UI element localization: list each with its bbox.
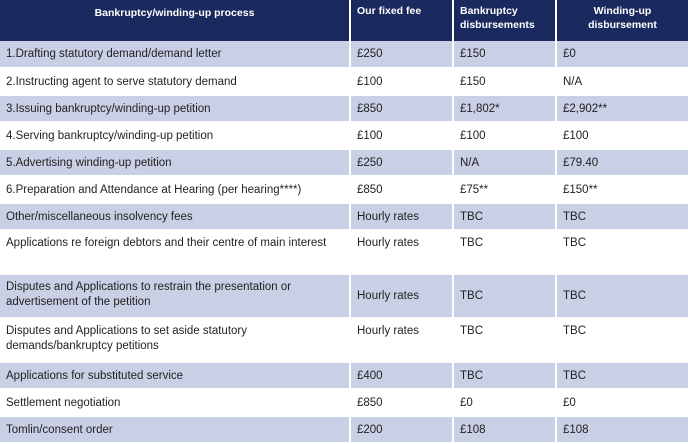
cell-process: Other/miscellaneous insolvency fees [0,203,350,230]
cell-fee: £250 [350,41,453,68]
table-row [0,230,688,274]
table-row [0,416,688,443]
cell-process: Applications re foreign debtors and their centre of main interest [0,230,350,274]
cell-bankruptcy: TBC [453,362,556,389]
cell-process: Applications for substituted service [0,362,350,389]
cell-process: 4.Serving bankruptcy/winding-up petition [0,122,350,149]
cell-bankruptcy: TBC [453,203,556,230]
table-row [0,149,688,176]
cell-winding-up: TBC [556,203,688,230]
cell-fee: Hourly rates [350,274,453,318]
cell-winding-up: TBC [556,362,688,389]
cell-process: Settlement negotiation [0,389,350,416]
table-row [0,203,688,230]
cell-fee: £100 [350,122,453,149]
cell-winding-up: £100 [556,122,688,149]
header-bankruptcy-disbursements: Bankruptcy disbursements [453,0,556,41]
cell-process: 3.Issuing bankruptcy/winding-up petition [0,95,350,122]
header-process: Bankruptcy/winding-up process [0,0,350,41]
cell-winding-up: N/A [556,68,688,95]
cell-bankruptcy: TBC [453,230,556,274]
table-row [0,41,688,68]
cell-winding-up: TBC [556,318,688,362]
cell-process: 6.Preparation and Attendance at Hearing (per hearing****) [0,176,350,203]
table-row [0,389,688,416]
cell-bankruptcy: £1,802* [453,95,556,122]
cell-winding-up: TBC [556,230,688,274]
cell-fee: £250 [350,149,453,176]
cell-process: 2.Instructing agent to serve statutory demand [0,68,350,95]
cell-fee: £100 [350,68,453,95]
cell-winding-up: £0 [556,41,688,68]
table-row [0,362,688,389]
cell-process: 5.Advertising winding-up petition [0,149,350,176]
table-header-row [0,0,688,41]
cell-process: Disputes and Applications to set aside statutory demands/bankruptcy petitions [0,318,350,362]
cell-bankruptcy: £150 [453,68,556,95]
cell-fee: £850 [350,389,453,416]
cell-bankruptcy: £0 [453,389,556,416]
header-winding-up-disbursement: Winding-up disbursement [556,0,688,41]
table-row [0,68,688,95]
cell-bankruptcy: TBC [453,274,556,318]
table-row [0,274,688,318]
cell-process: Tomlin/consent order [0,416,350,443]
table-row [0,122,688,149]
cell-bankruptcy: £100 [453,122,556,149]
cell-bankruptcy: TBC [453,318,556,362]
cell-bankruptcy: £150 [453,41,556,68]
cell-process: 1.Drafting statutory demand/demand letter [0,41,350,68]
cell-winding-up: £79.40 [556,149,688,176]
cell-winding-up: £108 [556,416,688,443]
cell-winding-up: £2,902** [556,95,688,122]
cell-process: Disputes and Applications to restrain the presentation or advertisement of the petition [0,274,350,318]
table-row [0,95,688,122]
cell-fee: £850 [350,95,453,122]
table-row [0,318,688,362]
cell-fee: Hourly rates [350,230,453,274]
cell-winding-up: TBC [556,274,688,318]
cell-bankruptcy: £108 [453,416,556,443]
cell-fee: £200 [350,416,453,443]
header-fixed-fee: Our fixed fee [350,0,453,41]
cell-winding-up: £150** [556,176,688,203]
cell-fee: £850 [350,176,453,203]
table-row [0,176,688,203]
cell-bankruptcy: N/A [453,149,556,176]
cell-fee: Hourly rates [350,203,453,230]
cell-fee: £400 [350,362,453,389]
cell-bankruptcy: £75** [453,176,556,203]
cell-winding-up: £0 [556,389,688,416]
cell-fee: Hourly rates [350,318,453,362]
